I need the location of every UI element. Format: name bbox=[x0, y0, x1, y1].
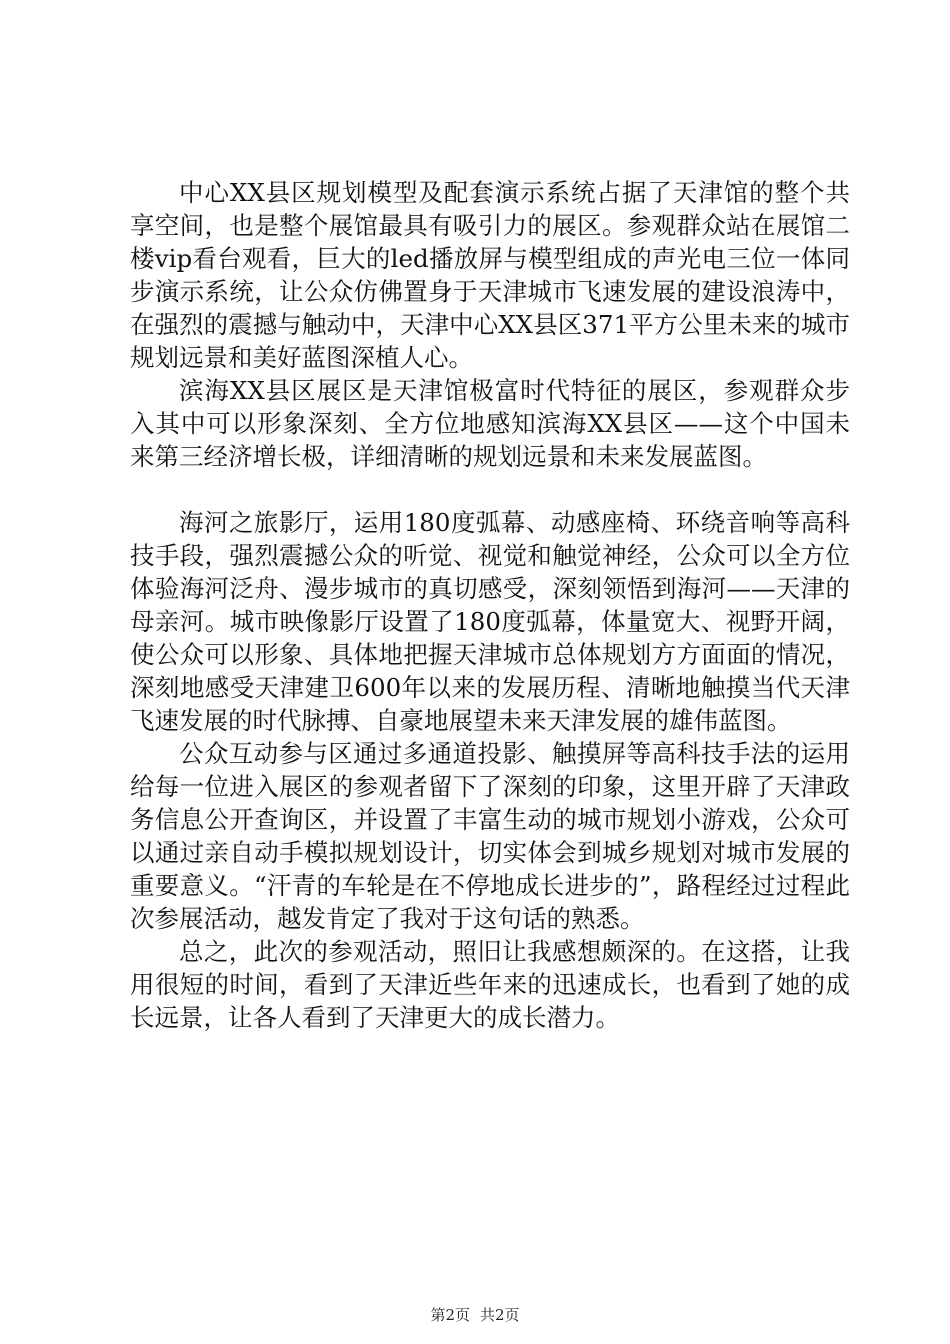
blank-line bbox=[130, 473, 850, 506]
page-footer bbox=[0, 1304, 950, 1325]
paragraph-5: 总之，此次的参观活动，照旧让我感想颇深的。在这搭，让我用很短的时间，看到了天津近些年来的迅速成长，也看到了她的成长远景，让各人看到了天津更大的成长潜力。 bbox=[130, 937, 850, 1032]
document-body bbox=[130, 176, 850, 1034]
paragraph-1: 中心XX县区规划模型及配套演示系统占据了天津馆的整个共享空间，也是整个展馆最具有吸引力的展区。参观群众站在展馆二楼vip看台观看，巨大的led播放屏与模型组成的声光电三位一体同步演示系统，让公众仿佛置身于天津城市飞速发展的建设浪涛中，在强烈的震撼与触动中，天津中心XX县区371平方公里未来的城市规划远景和美好蓝图深植人心。 bbox=[130, 178, 850, 372]
paragraph-4: 公众互动参与区通过多通道投影、触摸屏等高科技手法的运用给每一位进入展区的参观者留下了深刻的印象，这里开辟了天津政务信息公开查询区，并设置了丰富生动的城市规划小游戏，公众可以通过亲自动手模拟规划设计，切实体会到城乡规划对城市发展的重要意义。“汗青的车轮是在不停地成长进步的”，路程经过过程此次参展活动，越发肯定了我对于这句话的熟悉。 bbox=[130, 739, 850, 933]
page-total: 共2页 bbox=[480, 1306, 520, 1324]
page-number: 第2页 bbox=[430, 1306, 470, 1324]
paragraph-3: 海河之旅影厅，运用180度弧幕、动感座椅、环绕音响等高科技手段，强烈震撼公众的听觉、视觉和触觉神经，公众可以全方位体验海河泛舟、漫步城市的真切感受，深刻领悟到海河——天津的母亲河。城市映像影厅设置了180度弧幕，体量宽大、视野开阔，使公众可以形象、具体地把握天津城市总体规划方方面面的情况，深刻地感受天津建卫600年以来的发展历程、清晰地触摸当代天津飞速发展的时代脉搏、自豪地展望未来天津发展的雄伟蓝图。 bbox=[130, 508, 850, 735]
paragraph-2: 滨海XX县区展区是天津馆极富时代特征的展区，参观群众步入其中可以形象深刻、全方位地感知滨海XX县区——这个中国未来第三经济增长极，详细清晰的规划远景和未来发展蓝图。 bbox=[130, 376, 850, 471]
